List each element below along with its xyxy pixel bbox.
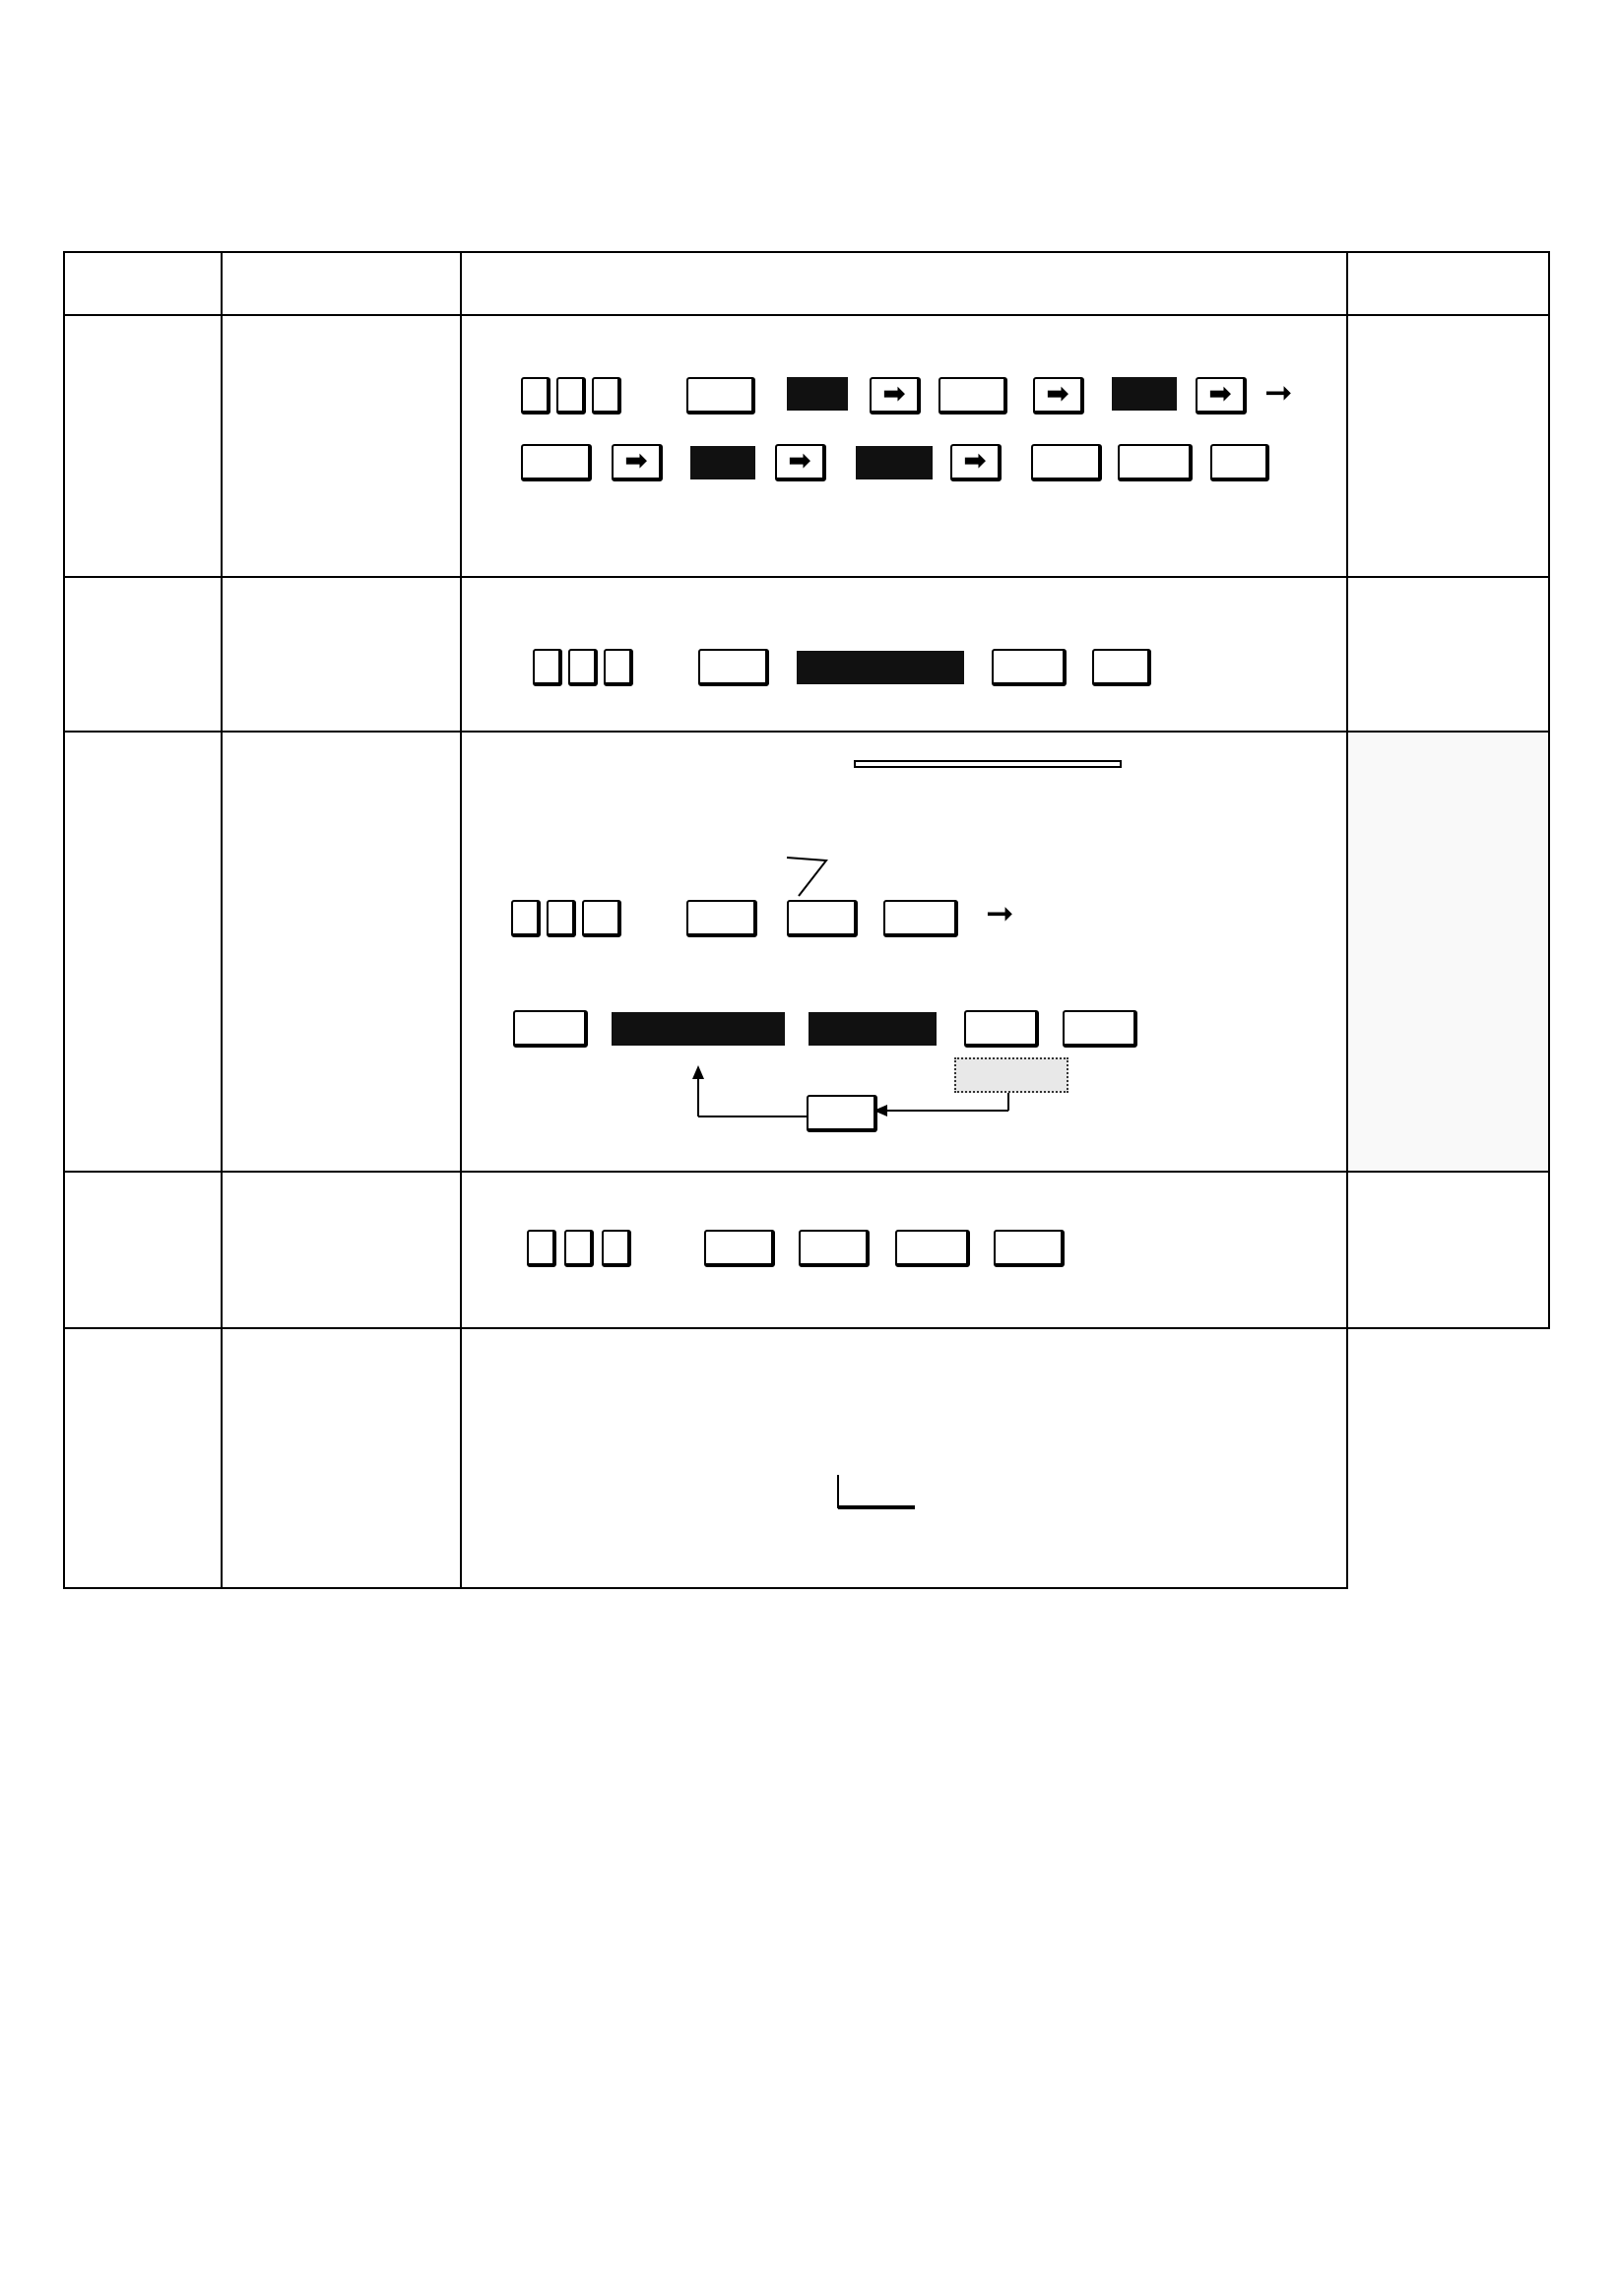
end-key[interactable] <box>994 1230 1065 1267</box>
day-field <box>1112 377 1177 411</box>
header-original-value <box>1347 252 1549 315</box>
table-row-009 <box>64 732 1549 1172</box>
arrow-key-icon[interactable]: ➡ <box>1196 377 1247 415</box>
end-key[interactable] <box>1210 444 1269 481</box>
address-cell <box>64 577 222 732</box>
function-cell <box>222 732 461 1172</box>
select-key[interactable] <box>521 444 592 481</box>
original-value-cell <box>1347 732 1549 1172</box>
select-key[interactable] <box>1031 444 1102 481</box>
address-cell <box>64 1172 222 1328</box>
extension-jack-field <box>797 651 964 684</box>
store-key[interactable] <box>883 900 958 937</box>
function-cell <box>222 1172 461 1328</box>
function-cell <box>222 1328 461 1588</box>
plan-callout <box>854 760 1122 768</box>
key-digit[interactable] <box>582 900 621 937</box>
address-cell <box>64 315 222 577</box>
store-key[interactable] <box>964 1010 1039 1048</box>
program-settings-table <box>63 251 1550 1589</box>
table-row-121 <box>64 1172 1549 1328</box>
address-cell <box>64 732 222 1172</box>
function-cell <box>222 577 461 732</box>
end-key[interactable] <box>1063 1010 1137 1048</box>
flow-lines <box>462 1329 1348 1587</box>
next-key[interactable] <box>698 649 769 686</box>
original-value-cell <box>1347 577 1549 732</box>
store-key[interactable] <box>992 649 1067 686</box>
original-value-cell <box>1347 1172 1549 1328</box>
key-digit[interactable] <box>547 900 576 937</box>
key-digit[interactable] <box>592 377 621 415</box>
next-key[interactable] <box>686 377 755 415</box>
arrow-key-icon[interactable]: ➡ <box>1033 377 1084 415</box>
function-cell <box>222 315 461 577</box>
end-key[interactable] <box>1092 649 1151 686</box>
store-key[interactable] <box>895 1230 970 1267</box>
arrow-key-icon[interactable]: ➡ <box>950 444 1002 481</box>
arrow-key-icon[interactable]: ➡ <box>612 444 663 481</box>
select-key[interactable] <box>938 377 1007 415</box>
table-row-000 <box>64 315 1549 577</box>
address-cell <box>64 1328 222 1588</box>
key-digit[interactable] <box>602 1230 631 1267</box>
key-digit[interactable] <box>521 377 550 415</box>
header-address <box>64 252 222 315</box>
hour-field <box>690 446 755 479</box>
select-key[interactable] <box>807 1095 877 1132</box>
table-header-row <box>64 252 1549 315</box>
parameters-cell <box>461 1328 1347 1588</box>
key-digit[interactable] <box>564 1230 594 1267</box>
minute-field <box>856 446 933 479</box>
select-key[interactable] <box>799 1230 870 1267</box>
arrow-key-icon[interactable]: ➡ <box>870 377 921 415</box>
parameters-cell <box>461 732 1347 1172</box>
parameters-cell <box>461 577 1347 732</box>
header-parameters <box>461 252 1347 315</box>
header-function <box>222 252 461 315</box>
arrow-key-icon[interactable]: ➡ <box>775 444 826 481</box>
key-digit[interactable] <box>533 649 562 686</box>
select-key[interactable] <box>787 900 858 937</box>
flow-lines <box>462 733 1348 1171</box>
table-row-008 <box>64 577 1549 732</box>
next-key[interactable] <box>704 1230 775 1267</box>
key-digit[interactable] <box>527 1230 556 1267</box>
key-digit[interactable] <box>556 377 586 415</box>
original-value-cell <box>1347 315 1549 577</box>
table-row-302 <box>64 1328 1549 1588</box>
next-key[interactable] <box>686 900 757 937</box>
parameters-cell <box>461 1172 1347 1328</box>
continue-box <box>954 1057 1068 1093</box>
store-key[interactable] <box>1118 444 1193 481</box>
continue-arrow-icon: ➞ <box>986 894 1014 933</box>
year-field <box>787 377 848 411</box>
next-key[interactable] <box>513 1010 588 1048</box>
extension-no-field <box>809 1012 937 1046</box>
continue-arrow-icon: ➞ <box>1264 373 1293 413</box>
key-digit[interactable] <box>568 649 598 686</box>
parameters-cell <box>461 315 1347 577</box>
extension-jack-field <box>612 1012 785 1046</box>
key-digit[interactable] <box>604 649 633 686</box>
key-digit[interactable] <box>511 900 541 937</box>
